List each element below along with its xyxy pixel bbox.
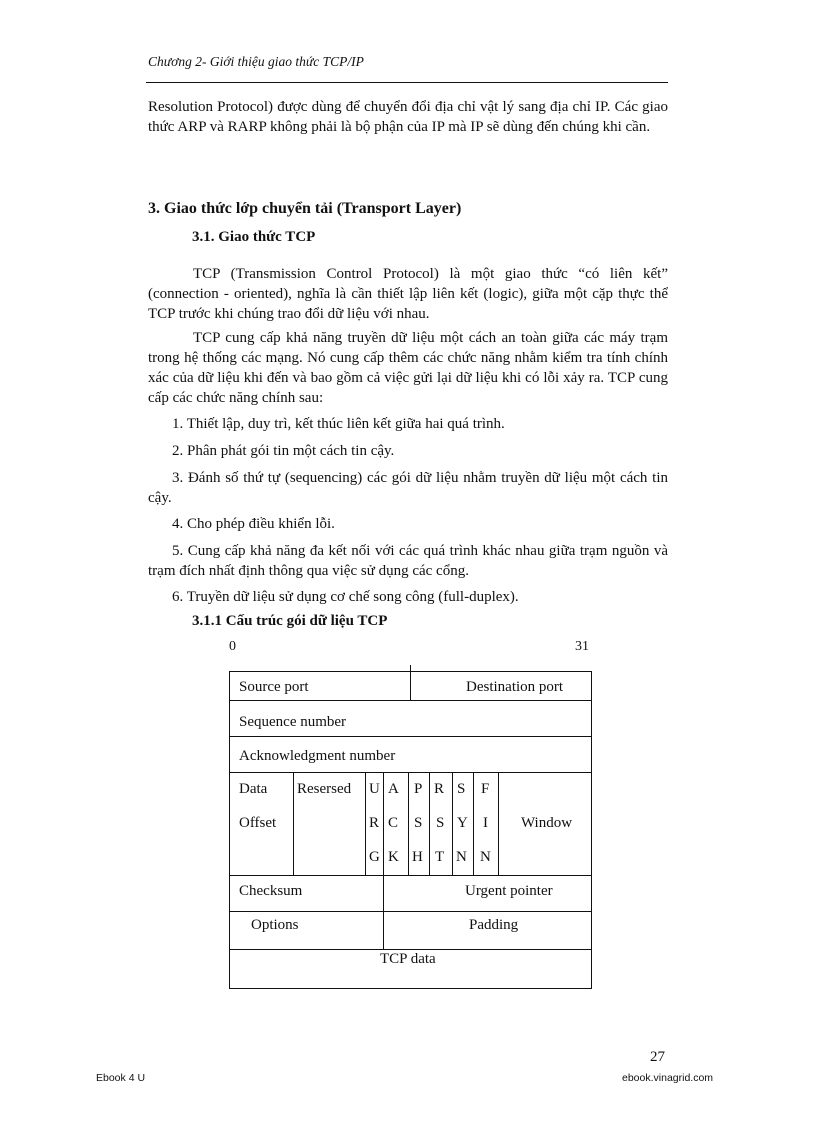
- acknowledgment-number-field: Acknowledgment number: [239, 748, 396, 764]
- flag-rst-letter: S: [436, 815, 445, 831]
- list-item: 4. Cho phép điều khiển lỗi.: [172, 516, 335, 532]
- flag-fin-letter: I: [483, 815, 488, 831]
- list-item: 3. Đánh số thứ tự (sequencing) các gói dữ liệu nhằm truyền dữ liệu một cách tin cậy.: [148, 470, 668, 506]
- destination-port-field: Destination port: [466, 679, 564, 695]
- section-heading: 3. Giao thức lớp chuyển tải (Transport Layer): [148, 200, 462, 217]
- list-item: 6. Truyền dữ liệu sử dụng cơ chế song công (full-duplex).: [172, 589, 519, 605]
- subsubsection-heading: 3.1.1 Cấu trúc gói dữ liệu TCP: [192, 613, 388, 629]
- padding-field: Padding: [469, 917, 519, 933]
- subsection-heading: 3.1. Giao thức TCP: [192, 229, 316, 245]
- row-divider: [230, 772, 591, 773]
- flag-ack-letter: A: [388, 781, 399, 797]
- header-divider: [146, 82, 668, 83]
- row-divider: [230, 875, 591, 876]
- paragraph-tcp-definition: TCP (Transmission Control Protocol) là một giao thức “có liên kết” (connection - oriented), nghĩa là cần thiết lập liên kết (logic), giữa một cặp thực thể TCP trước khi chúng trao đổi dữ liệu với nhau.: [148, 266, 668, 322]
- flag-syn-letter: N: [456, 849, 467, 865]
- column-divider: [498, 772, 499, 875]
- urgent-pointer-field: Urgent pointer: [465, 883, 553, 899]
- bit-end-label: 31: [575, 639, 589, 654]
- flag-syn-letter: S: [457, 781, 466, 797]
- flag-fin-letter: F: [481, 781, 490, 797]
- column-divider: [365, 772, 366, 875]
- flag-rst-letter: T: [435, 849, 445, 865]
- page-number: 27: [650, 1049, 665, 1065]
- flag-urg-letter: R: [369, 815, 380, 831]
- sequence-number-field: Sequence number: [239, 714, 347, 730]
- column-divider: [293, 772, 294, 875]
- flag-urg-letter: U: [369, 781, 380, 797]
- tcp-header-diagram: [229, 671, 592, 989]
- chapter-header: Chương 2- Giới thiệu giao thức TCP/IP: [148, 54, 364, 69]
- paragraph-tcp-functions: TCP cung cấp khả năng truyền dữ liệu một cách an toàn giữa các máy trạm trong hệ thống các mạng. Nó cung cấp thêm các chức năng nhằm kiểm tra tính chính xác của dữ liệu khi đến và bao gồm cả việc gửi lại dữ liệu khi có lỗi xảy ra. TCP cung cấp các chức năng chính sau:: [148, 330, 668, 406]
- footer-publisher: Ebook 4 U: [96, 1072, 146, 1084]
- column-divider: [473, 772, 474, 875]
- tcp-data-field: TCP data: [380, 951, 436, 967]
- flag-psh-letter: S: [414, 815, 423, 831]
- options-field: Options: [251, 917, 299, 933]
- column-divider: [408, 772, 409, 875]
- reserved-field: Resersed: [297, 781, 352, 797]
- column-divider: [429, 772, 430, 875]
- bit-start-label: 0: [229, 639, 236, 654]
- column-divider: [452, 772, 453, 875]
- flag-ack-letter: C: [388, 815, 399, 831]
- flag-rst-letter: R: [434, 781, 445, 797]
- flag-ack-letter: K: [388, 849, 399, 865]
- list-item: 5. Cung cấp khả năng đa kết nối với các quá trình khác nhau giữa trạm nguồn và trạm đích nhất định thông qua việc sử dụng các cổng.: [148, 543, 668, 579]
- flag-urg-letter: G: [369, 849, 380, 865]
- flag-psh-letter: H: [412, 849, 423, 865]
- list-item: 2. Phân phát gói tin một cách tin cậy.: [172, 443, 395, 459]
- intro-paragraph: Resolution Protocol) được dùng để chuyển đổi địa chỉ vật lý sang địa chỉ IP. Các giao thức ARP và RARP không phải là bộ phận của IP mà IP sẽ dùng đến chúng khi cần.: [148, 99, 668, 135]
- checksum-field: Checksum: [239, 883, 303, 899]
- data-offset-label: Data: [239, 781, 268, 797]
- flag-fin-letter: N: [480, 849, 491, 865]
- row-divider: [230, 700, 591, 701]
- list-item: 1. Thiết lập, duy trì, kết thúc liên kết giữa hai quá trình.: [172, 416, 505, 432]
- flag-syn-letter: Y: [457, 815, 468, 831]
- flag-psh-letter: P: [414, 781, 423, 797]
- column-divider: [383, 772, 384, 949]
- data-offset-label: Offset: [239, 815, 277, 831]
- column-divider: [410, 672, 411, 700]
- source-port-field: Source port: [239, 679, 309, 695]
- footer-website: ebook.vinagrid.com: [622, 1072, 714, 1084]
- row-divider: [230, 736, 591, 737]
- row-divider: [230, 911, 591, 912]
- window-field: Window: [521, 815, 573, 831]
